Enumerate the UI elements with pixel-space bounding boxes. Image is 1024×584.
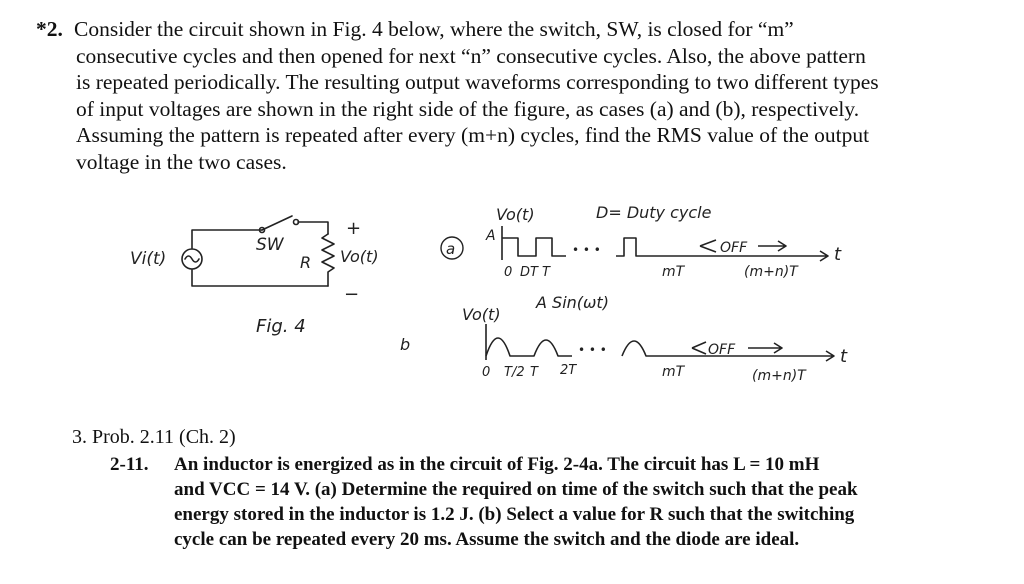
switch-label: SW [256, 235, 284, 255]
case-a-t-label: t [834, 244, 842, 265]
case-b-yaxis: Vo(t) [462, 305, 501, 324]
case-b-tag: b [400, 335, 411, 354]
circuit-wire [192, 230, 262, 248]
problem-2-line: Consider the circuit shown in Fig. 4 below, where the switch, SW, is closed for “m” [74, 17, 794, 41]
problem-3-heading: 3. Prob. 2.11 (Ch. 2) [72, 426, 236, 448]
problem-2-number: *2. [36, 17, 63, 41]
problem-2-line: voltage in the two cases. [76, 149, 287, 174]
case-a-tick-0: 0 [504, 265, 513, 280]
case-a-amplitude: A [486, 228, 496, 244]
case-a-time-arrow [780, 251, 828, 261]
problem-2-11-line: cycle can be repeated every 20 ms. Assume the switch and the diode are ideal. [174, 529, 800, 550]
off-arrow-left [700, 240, 716, 252]
resistor-label: R [300, 253, 312, 272]
case-b-tick-half-t: T/2 [504, 365, 525, 380]
source-label: Vi(t) [130, 249, 167, 269]
figure-drawing [0, 190, 1024, 410]
case-b-time-arrow [790, 351, 834, 361]
problem-2-line: of input voltages are shown in the right side of the figure, as cases (a) and (b), respectively. [76, 96, 860, 121]
case-a-tick-dt: DT [520, 265, 538, 280]
case-a-off-label: OFF [720, 240, 748, 256]
case-b-tick-2t: 2T [560, 363, 577, 378]
switch-blade [262, 216, 292, 230]
case-b-t-label: t [840, 346, 848, 367]
problem-2-11 [110, 452, 1010, 552]
problem-2-line: is repeated periodically. The resulting output waveforms corresponding to two different types [76, 70, 879, 94]
case-a-waveform [616, 238, 780, 256]
case-b-tick-mt: mT [662, 364, 685, 380]
case-a-tick-mnt: (m+n)T [744, 264, 798, 280]
plus-sign: + [346, 218, 362, 239]
case-a-tag: a [446, 240, 456, 258]
source-tilde [185, 256, 199, 262]
duty-cycle-note: D= Duty cycle [596, 203, 712, 222]
off-arrow-right [748, 343, 782, 353]
problem-2-11-line: energy stored in the inductor is 1.2 J. (b) Select a value for R such that the switching [174, 504, 855, 525]
problem-2-11-number: 2-11. [110, 454, 149, 475]
case-a-tick-t: T [542, 265, 550, 280]
case-a-tick-mt: mT [662, 264, 685, 280]
circuit-wire [298, 222, 328, 234]
case-b-sine-label: A Sin(ωt) [536, 293, 609, 312]
output-label: Vo(t) [340, 247, 379, 266]
resistor-symbol [322, 234, 334, 286]
case-b-tick-t: T [530, 365, 538, 380]
case-a-waveform [502, 238, 566, 256]
case-b-tick-0: 0 [482, 365, 491, 380]
problem-2-11-line: An inductor is energized as in the circuit of Fig. 2-4a. The circuit has L = 10 mH [174, 454, 820, 475]
case-b-dots: • • • [578, 343, 607, 357]
circuit-wire [192, 270, 328, 286]
case-b-tick-mnt: (m+n)T [752, 368, 806, 384]
off-arrow-left [692, 342, 706, 354]
figure-caption: Fig. 4 [256, 316, 306, 337]
problem-2 [36, 16, 1010, 175]
problem-2-line: consecutive cycles and then opened for next “n” consecutive cycles. Also, the above pattern [76, 43, 866, 68]
minus-sign: − [344, 284, 360, 305]
problem-2-line: Assuming the pattern is repeated after every (m+n) cycles, find the RMS value of the output [76, 123, 870, 147]
off-arrow-right [758, 241, 786, 251]
case-b-off-label: OFF [708, 342, 736, 358]
handwritten-figure [0, 190, 1024, 410]
case-a-yaxis: Vo(t) [496, 205, 535, 224]
case-a-dots: • • • [572, 243, 601, 257]
case-b-waveform [486, 338, 572, 356]
problem-2-11-line: and VCC = 14 V. (a) Determine the required on time of the switch such that the peak [174, 479, 858, 500]
